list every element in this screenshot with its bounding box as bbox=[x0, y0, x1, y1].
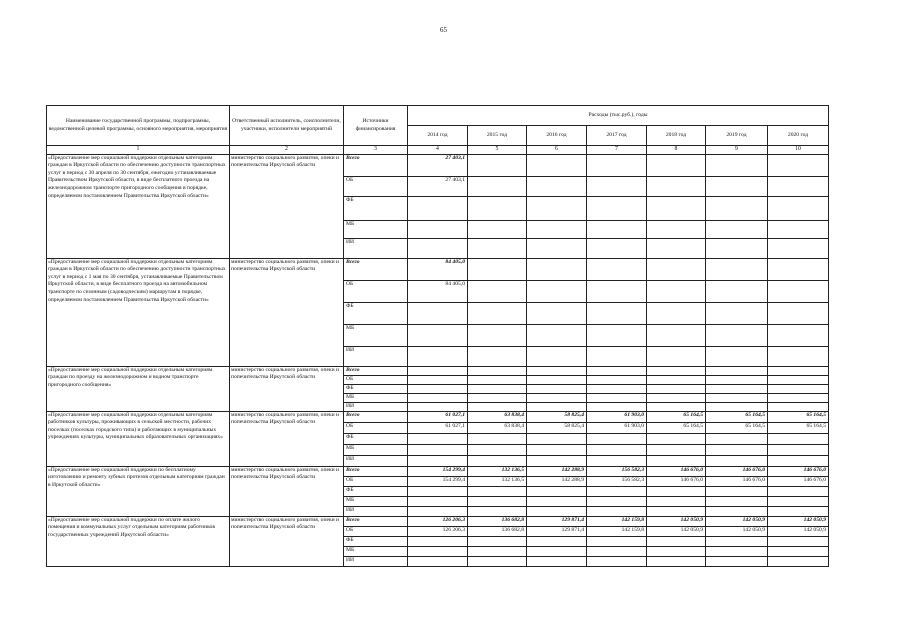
expense-value-cell: 27 403,1 bbox=[408, 176, 468, 196]
funding-source-cell: ИИ bbox=[344, 556, 408, 566]
expense-value-cell bbox=[768, 154, 829, 176]
expense-value-cell bbox=[768, 536, 829, 546]
expense-value-cell bbox=[587, 486, 647, 496]
expense-value-cell bbox=[408, 324, 468, 346]
expense-value-cell bbox=[768, 496, 829, 506]
expense-value-cell: 65 164,5 bbox=[647, 422, 706, 433]
expense-value-cell bbox=[527, 384, 587, 393]
header-year: 2017 год bbox=[587, 126, 647, 146]
funding-source-cell: ФБ bbox=[344, 433, 408, 444]
funding-source-cell: ИИ bbox=[344, 455, 408, 466]
expense-value-cell bbox=[768, 444, 829, 455]
expense-value-cell bbox=[527, 496, 587, 506]
header-year: 2016 год bbox=[527, 126, 587, 146]
expense-value-cell bbox=[768, 402, 829, 411]
expense-value-cell bbox=[768, 280, 829, 302]
funding-source-cell: ОБ bbox=[344, 280, 408, 302]
expense-value-cell bbox=[468, 546, 527, 556]
page-number: 65 bbox=[440, 26, 447, 34]
header-expenses-cell: Расходы (тыс.руб.), годы bbox=[408, 106, 829, 126]
funding-source-cell: Всего bbox=[344, 411, 408, 422]
expense-value-cell bbox=[768, 196, 829, 220]
funding-source-cell: Всего bbox=[344, 258, 408, 280]
expense-value-cell bbox=[706, 393, 768, 402]
expense-value-cell: 61 027,1 bbox=[408, 422, 468, 433]
expense-value-cell bbox=[587, 556, 647, 566]
expense-value-cell bbox=[706, 196, 768, 220]
expense-value-cell bbox=[468, 280, 527, 302]
expense-value-cell bbox=[527, 546, 587, 556]
expense-value-cell bbox=[408, 546, 468, 556]
expense-value-cell bbox=[647, 366, 706, 375]
expense-value-cell bbox=[408, 455, 468, 466]
expense-value-cell bbox=[408, 536, 468, 546]
expense-value-cell bbox=[647, 546, 706, 556]
expense-value-cell: 132 136,5 bbox=[468, 476, 527, 486]
expense-value-cell bbox=[527, 433, 587, 444]
expense-value-cell bbox=[468, 536, 527, 546]
expense-value-cell bbox=[468, 302, 527, 324]
expense-value-cell: 132 136,5 bbox=[468, 466, 527, 476]
expense-value-cell bbox=[768, 433, 829, 444]
expense-value-cell: 142 159,8 bbox=[587, 526, 647, 536]
expense-value-cell bbox=[706, 384, 768, 393]
expense-value-cell bbox=[706, 556, 768, 566]
executor-cell: министерство социального развития, опеки и попечительства Иркутской области bbox=[230, 258, 344, 366]
expense-value-cell bbox=[706, 280, 768, 302]
expense-value-cell bbox=[706, 496, 768, 506]
expense-value-cell bbox=[468, 238, 527, 258]
expense-value-cell bbox=[527, 280, 587, 302]
expense-value-cell bbox=[706, 346, 768, 366]
expense-value-cell bbox=[408, 444, 468, 455]
expense-value-cell: 142 288,9 bbox=[527, 466, 587, 476]
expense-value-cell: 84 405,0 bbox=[408, 280, 468, 302]
expense-value-cell bbox=[768, 324, 829, 346]
funding-source-cell: ОБ bbox=[344, 176, 408, 196]
expense-value-cell bbox=[647, 302, 706, 324]
expense-value-cell bbox=[706, 444, 768, 455]
expense-value-cell: 146 676,0 bbox=[768, 476, 829, 486]
expense-value-cell bbox=[527, 506, 587, 516]
expense-value-cell bbox=[587, 280, 647, 302]
expense-value-cell bbox=[408, 496, 468, 506]
expense-value-cell bbox=[408, 384, 468, 393]
expense-value-cell bbox=[587, 402, 647, 411]
expense-value-cell bbox=[527, 402, 587, 411]
expense-value-cell bbox=[587, 433, 647, 444]
expense-value-cell bbox=[587, 384, 647, 393]
measure-name-cell: «Предоставление мер социальной поддержки отдельным категориям граждан в Иркутской области по обеспечению доступности транспортных услуг в период с 1 мая по 30 сентября, устанавливаемые Правительством Иркутской области, в виде бесплатного проезда на автомобильном транспорте по сезонным (садоводческим) маршрутам в порядке, определяемом постановлением Правительства Иркутской области» bbox=[47, 258, 230, 366]
expense-value-cell: 63 838,4 bbox=[468, 422, 527, 433]
column-index: 3 bbox=[344, 146, 408, 155]
expense-value-cell: 142 050,9 bbox=[647, 516, 706, 526]
expense-value-cell bbox=[647, 346, 706, 366]
expense-value-cell bbox=[587, 506, 647, 516]
column-index: 2 bbox=[230, 146, 344, 155]
expense-value-cell bbox=[587, 375, 647, 384]
expense-value-cell bbox=[647, 384, 706, 393]
funding-source-cell: ОБ bbox=[344, 476, 408, 486]
expense-value-cell bbox=[768, 176, 829, 196]
measure-name-cell: «Предоставление мер социальной поддержки по бесплатному изготовлению и ремонту зубных протезов отдельным категориям граждан в Иркутской области» bbox=[47, 466, 230, 516]
expense-value-cell bbox=[527, 444, 587, 455]
expense-value-cell bbox=[527, 258, 587, 280]
expense-value-cell bbox=[706, 433, 768, 444]
expense-value-cell bbox=[647, 433, 706, 444]
expense-value-cell: 61 903,0 bbox=[587, 422, 647, 433]
expense-value-cell: 129 871,4 bbox=[527, 526, 587, 536]
expense-value-cell bbox=[706, 536, 768, 546]
expense-value-cell bbox=[468, 506, 527, 516]
expense-value-cell bbox=[706, 366, 768, 375]
expense-value-cell bbox=[587, 536, 647, 546]
measure-name-cell: «Предоставление мер социальной поддержки по оплате жилого помещения и коммунальных услуг отдельным категориям работников государственных учреждений Иркутской области» bbox=[47, 516, 230, 566]
expense-value-cell bbox=[706, 324, 768, 346]
expense-value-cell bbox=[408, 506, 468, 516]
table-row bbox=[47, 516, 829, 526]
header-source-cell: Источники финансирования bbox=[344, 106, 408, 146]
expense-value-cell bbox=[468, 154, 527, 176]
expense-value-cell: 63 838,4 bbox=[468, 411, 527, 422]
expense-value-cell bbox=[768, 346, 829, 366]
expense-value-cell bbox=[527, 486, 587, 496]
expense-value-cell bbox=[587, 324, 647, 346]
expense-value-cell bbox=[647, 536, 706, 546]
expense-value-cell bbox=[587, 346, 647, 366]
funding-source-cell: Всего bbox=[344, 154, 408, 176]
expense-value-cell: 142 159,8 bbox=[587, 516, 647, 526]
column-index: 5 bbox=[468, 146, 527, 155]
expense-value-cell bbox=[706, 258, 768, 280]
funding-source-cell: Всего bbox=[344, 516, 408, 526]
table-row bbox=[47, 366, 829, 375]
expense-value-cell: 65 164,5 bbox=[706, 422, 768, 433]
expense-value-cell bbox=[587, 154, 647, 176]
expense-value-cell bbox=[527, 238, 587, 258]
expense-value-cell bbox=[587, 444, 647, 455]
expense-value-cell: 61 027,1 bbox=[408, 411, 468, 422]
expense-value-cell: 142 050,9 bbox=[768, 516, 829, 526]
column-index: 4 bbox=[408, 146, 468, 155]
expense-value-cell bbox=[527, 220, 587, 238]
funding-source-cell: Всего bbox=[344, 366, 408, 375]
expense-value-cell bbox=[408, 196, 468, 220]
expense-value-cell bbox=[468, 384, 527, 393]
expense-value-cell bbox=[408, 393, 468, 402]
expense-value-cell bbox=[527, 455, 587, 466]
expense-value-cell bbox=[768, 556, 829, 566]
funding-source-cell: МБ bbox=[344, 324, 408, 346]
column-index: 8 bbox=[647, 146, 706, 155]
expense-value-cell bbox=[587, 220, 647, 238]
expense-value-cell bbox=[587, 302, 647, 324]
expense-value-cell bbox=[587, 455, 647, 466]
header-year: 2019 год bbox=[706, 126, 768, 146]
expense-value-cell bbox=[408, 302, 468, 324]
expense-value-cell bbox=[768, 258, 829, 280]
expense-value-cell bbox=[587, 496, 647, 506]
expense-value-cell bbox=[468, 366, 527, 375]
expense-value-cell bbox=[468, 258, 527, 280]
expense-value-cell bbox=[408, 238, 468, 258]
expense-value-cell bbox=[768, 546, 829, 556]
expense-value-cell bbox=[468, 176, 527, 196]
expense-value-cell bbox=[647, 196, 706, 220]
executor-cell: министерство социального развития, опеки и попечительства Иркутской области bbox=[230, 366, 344, 411]
expense-value-cell bbox=[768, 384, 829, 393]
expense-value-cell bbox=[706, 220, 768, 238]
expense-value-cell bbox=[468, 496, 527, 506]
funding-source-cell: ФБ bbox=[344, 196, 408, 220]
expense-value-cell: 146 676,0 bbox=[647, 476, 706, 486]
expense-value-cell bbox=[408, 375, 468, 384]
expense-value-cell bbox=[647, 455, 706, 466]
expense-value-cell: 142 050,9 bbox=[706, 516, 768, 526]
funding-source-cell: ФБ bbox=[344, 486, 408, 496]
expense-value-cell bbox=[647, 486, 706, 496]
expense-value-cell bbox=[706, 486, 768, 496]
expense-value-cell bbox=[527, 556, 587, 566]
expense-value-cell bbox=[647, 496, 706, 506]
column-index: 6 bbox=[527, 146, 587, 155]
funding-source-cell: ИИ bbox=[344, 402, 408, 411]
funding-source-cell: ОБ bbox=[344, 422, 408, 433]
expense-value-cell bbox=[768, 455, 829, 466]
funding-source-cell: ФБ bbox=[344, 302, 408, 324]
expense-value-cell bbox=[468, 393, 527, 402]
expense-value-cell bbox=[647, 444, 706, 455]
expense-value-cell: 146 676,0 bbox=[706, 476, 768, 486]
expense-value-cell bbox=[768, 486, 829, 496]
expense-value-cell: 156 582,3 bbox=[587, 466, 647, 476]
expense-value-cell bbox=[768, 375, 829, 384]
executor-cell: министерство социального развития, опеки и попечительства Иркутской области bbox=[230, 466, 344, 516]
expense-value-cell bbox=[647, 154, 706, 176]
funding-source-cell: ОБ bbox=[344, 375, 408, 384]
expense-value-cell bbox=[768, 393, 829, 402]
expense-value-cell bbox=[468, 486, 527, 496]
expense-value-cell: 146 676,0 bbox=[647, 466, 706, 476]
funding-source-cell: ОБ bbox=[344, 526, 408, 536]
expense-value-cell: 142 288,9 bbox=[527, 476, 587, 486]
header-year: 2015 год bbox=[468, 126, 527, 146]
expense-value-cell: 84 405,0 bbox=[408, 258, 468, 280]
funding-source-cell: МБ bbox=[344, 393, 408, 402]
expense-value-cell bbox=[647, 238, 706, 258]
expense-value-cell bbox=[587, 546, 647, 556]
expense-value-cell bbox=[706, 238, 768, 258]
expense-value-cell bbox=[647, 375, 706, 384]
measure-name-cell: «Предоставление мер социальной поддержки отдельным категориям граждан в Иркутской области по обеспечению доступности транспортных услуг в период с 30 апреля по 30 сентября, ежегодно устанавливаемые Правительством Иркутской области, в виде бесплатного проезда на железнодорожном транспорте пригородного сообщения в порядке, определяемом постановлением Правительства Иркутской области» bbox=[47, 154, 230, 258]
expense-value-cell bbox=[706, 176, 768, 196]
expense-value-cell bbox=[706, 302, 768, 324]
expense-value-cell bbox=[587, 366, 647, 375]
executor-cell: министерство социального развития, опеки и попечительства Иркутской области bbox=[230, 516, 344, 566]
expense-value-cell bbox=[527, 393, 587, 402]
expense-value-cell bbox=[768, 238, 829, 258]
expense-value-cell bbox=[408, 220, 468, 238]
expense-value-cell bbox=[587, 176, 647, 196]
expense-value-cell bbox=[527, 375, 587, 384]
expense-value-cell bbox=[706, 375, 768, 384]
expense-value-cell bbox=[647, 258, 706, 280]
expense-value-cell bbox=[408, 486, 468, 496]
expense-value-cell bbox=[647, 393, 706, 402]
expense-value-cell bbox=[768, 302, 829, 324]
funding-source-cell: ИИ bbox=[344, 346, 408, 366]
expense-value-cell: 146 676,0 bbox=[768, 466, 829, 476]
funding-source-cell: МБ bbox=[344, 496, 408, 506]
expense-value-cell: 126 206,3 bbox=[408, 516, 468, 526]
expense-value-cell bbox=[587, 196, 647, 220]
expense-value-cell bbox=[468, 220, 527, 238]
expense-value-cell: 58 825,4 bbox=[527, 422, 587, 433]
column-index: 1 bbox=[47, 146, 230, 155]
table-row bbox=[47, 411, 829, 422]
expense-value-cell: 129 871,4 bbox=[527, 516, 587, 526]
expense-value-cell bbox=[768, 220, 829, 238]
table-row bbox=[47, 154, 829, 176]
expense-value-cell bbox=[647, 324, 706, 346]
funding-source-cell: ИИ bbox=[344, 506, 408, 516]
expense-value-cell: 142 050,9 bbox=[706, 526, 768, 536]
expense-value-cell bbox=[408, 433, 468, 444]
expense-value-cell: 142 050,9 bbox=[647, 526, 706, 536]
expense-value-cell: 136 682,8 bbox=[468, 516, 527, 526]
expense-value-cell bbox=[408, 556, 468, 566]
funding-source-cell: МБ bbox=[344, 220, 408, 238]
expense-value-cell bbox=[647, 402, 706, 411]
expense-value-cell bbox=[527, 366, 587, 375]
expense-value-cell bbox=[468, 444, 527, 455]
header-year: 2020 год bbox=[768, 126, 829, 146]
header-year: 2014 год bbox=[408, 126, 468, 146]
funding-source-cell: ФБ bbox=[344, 384, 408, 393]
expense-value-cell bbox=[468, 375, 527, 384]
expense-value-cell bbox=[768, 366, 829, 375]
expense-value-cell bbox=[527, 536, 587, 546]
table-row bbox=[47, 466, 829, 476]
expense-value-cell: 154 299,4 bbox=[408, 466, 468, 476]
expense-value-cell bbox=[647, 506, 706, 516]
expense-value-cell bbox=[527, 346, 587, 366]
expense-value-cell bbox=[706, 506, 768, 516]
executor-cell: министерство социального развития, опеки и попечительства Иркутской области bbox=[230, 154, 344, 258]
expense-value-cell bbox=[647, 176, 706, 196]
funding-source-cell: МБ bbox=[344, 444, 408, 455]
expense-value-cell bbox=[647, 556, 706, 566]
expense-value-cell: 65 164,5 bbox=[647, 411, 706, 422]
expense-value-cell: 156 582,3 bbox=[587, 476, 647, 486]
measure-name-cell: «Предоставление мер социальной поддержки отдельным категориям граждан по проезду на железнодорожном и водном транспорте пригородного сообщения» bbox=[47, 366, 230, 411]
expense-value-cell bbox=[468, 346, 527, 366]
budget-table bbox=[46, 105, 829, 567]
funding-source-cell: МБ bbox=[344, 546, 408, 556]
executor-cell: министерство социального развития, опеки и попечительства Иркутской области bbox=[230, 411, 344, 466]
expense-value-cell bbox=[527, 154, 587, 176]
expense-value-cell: 146 676,0 bbox=[706, 466, 768, 476]
expense-value-cell bbox=[468, 402, 527, 411]
expense-value-cell: 61 903,0 bbox=[587, 411, 647, 422]
expense-value-cell bbox=[706, 546, 768, 556]
expense-value-cell bbox=[408, 402, 468, 411]
expense-value-cell bbox=[587, 238, 647, 258]
header-year: 2018 год bbox=[647, 126, 706, 146]
expense-value-cell bbox=[527, 302, 587, 324]
expense-value-cell bbox=[706, 402, 768, 411]
expense-value-cell bbox=[527, 196, 587, 220]
expense-value-cell: 65 164,5 bbox=[768, 411, 829, 422]
expense-value-cell bbox=[468, 455, 527, 466]
expense-value-cell bbox=[468, 556, 527, 566]
expense-value-cell: 126 206,3 bbox=[408, 526, 468, 536]
expense-value-cell bbox=[408, 346, 468, 366]
column-index: 7 bbox=[587, 146, 647, 155]
expense-value-cell bbox=[408, 366, 468, 375]
header-name-cell: Наименование государственной программы, подпрограммы, ведомственной целевой программы, основного мероприятия, мероприятия bbox=[47, 106, 230, 146]
expense-value-cell: 136 682,8 bbox=[468, 526, 527, 536]
expense-value-cell bbox=[527, 324, 587, 346]
expense-value-cell bbox=[647, 280, 706, 302]
expense-value-cell bbox=[587, 393, 647, 402]
expense-value-cell: 27 403,1 bbox=[408, 154, 468, 176]
expense-value-cell: 142 050,9 bbox=[768, 526, 829, 536]
expense-value-cell bbox=[647, 220, 706, 238]
column-index: 9 bbox=[706, 146, 768, 155]
expense-value-cell bbox=[706, 154, 768, 176]
funding-source-cell: ФБ bbox=[344, 536, 408, 546]
expense-value-cell bbox=[468, 433, 527, 444]
column-index: 10 bbox=[768, 146, 829, 155]
table-row bbox=[47, 258, 829, 280]
expense-value-cell bbox=[768, 506, 829, 516]
expense-value-cell: 65 164,5 bbox=[706, 411, 768, 422]
expense-value-cell: 154 299,4 bbox=[408, 476, 468, 486]
expense-value-cell: 58 825,4 bbox=[527, 411, 587, 422]
header-executor-cell: Ответственный исполнитель, соисполнители, участники, исполнители мероприятий bbox=[230, 106, 344, 146]
funding-source-cell: Всего bbox=[344, 466, 408, 476]
expense-value-cell bbox=[468, 324, 527, 346]
expense-value-cell bbox=[706, 455, 768, 466]
funding-source-cell: ИИ bbox=[344, 238, 408, 258]
measure-name-cell: «Предоставление мер социальной поддержки отдельным категориям работников культуры, проживающих в сельской местности, рабочих поселках (поселках городского типа) и работающих в муниципальных учреждениях культуры, муниципальных образовательных организациях» bbox=[47, 411, 230, 466]
expense-value-cell bbox=[468, 196, 527, 220]
expense-value-cell: 65 164,5 bbox=[768, 422, 829, 433]
expense-value-cell bbox=[527, 176, 587, 196]
expense-value-cell bbox=[587, 258, 647, 280]
